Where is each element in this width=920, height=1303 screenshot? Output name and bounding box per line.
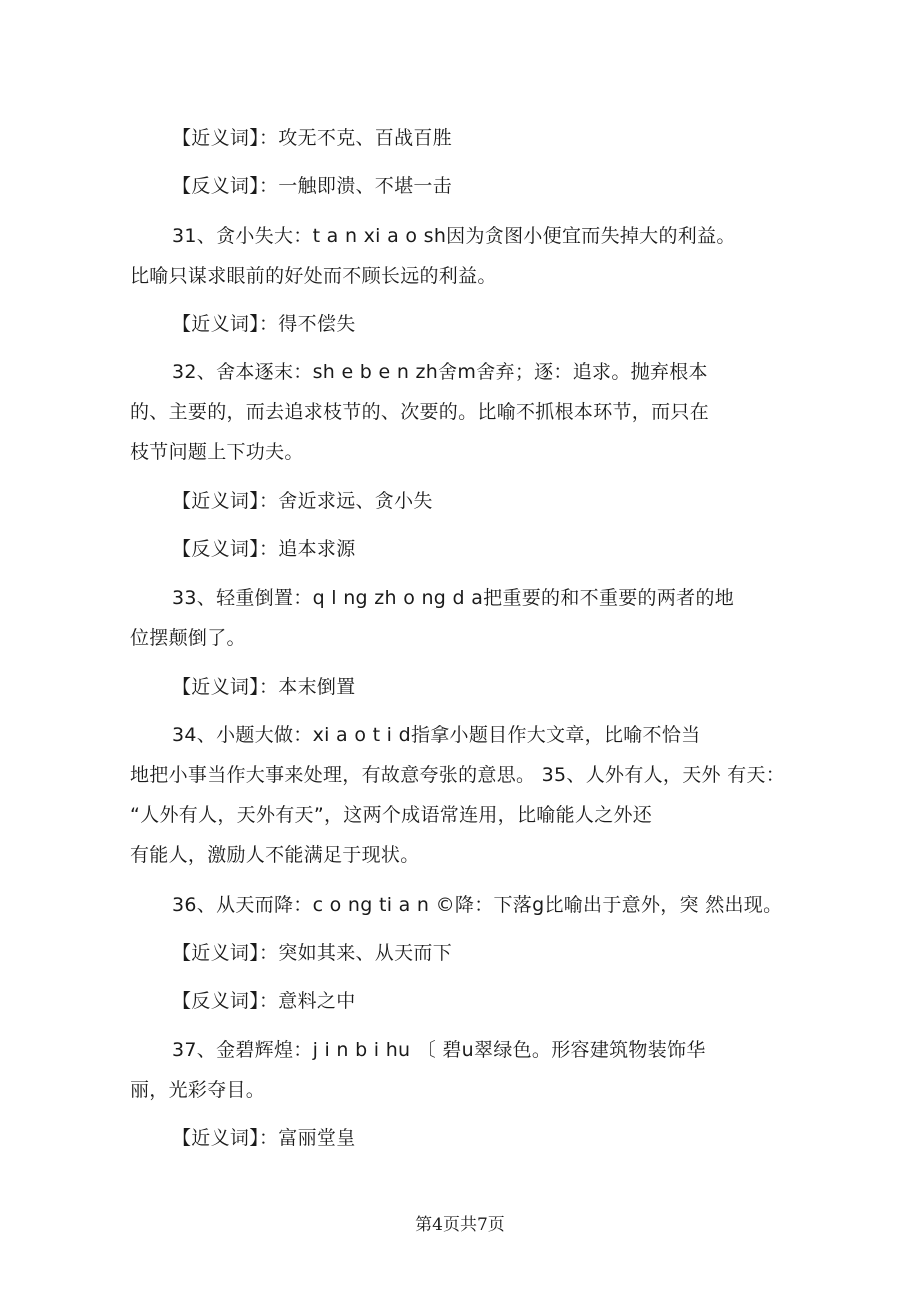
text-line: 【近义词】：攻无不克、百战百胜 bbox=[172, 127, 453, 149]
text-line: 【反义词】：意料之中 bbox=[172, 990, 356, 1012]
text-line: 32、舍本逐末：sh e b e n zh舍m舍弃；逐：追求。抛弃根本 bbox=[172, 361, 708, 383]
text-line: 37、金碧辉煌：j i n b i hu 〔 碧u翠绿色。形容建筑物装饰华 bbox=[172, 1039, 706, 1061]
text-line: 位摆颠倒了。 bbox=[130, 627, 246, 649]
text-line: 比喻只谋求眼前的好处而不顾长远的利益。 bbox=[130, 265, 497, 287]
text-line: 丽，光彩夺目。 bbox=[130, 1079, 266, 1101]
text-line: 31、贪小失大：t a n xi a o sh因为贪图小便宜而失掉大的利益。 bbox=[172, 225, 736, 247]
text-line: 【反义词】：追本求源 bbox=[172, 538, 356, 560]
text-line: 【近义词】：突如其来、从天而下 bbox=[172, 942, 453, 964]
text-line: 【近义词】：富丽堂皇 bbox=[172, 1127, 356, 1149]
text-line: 34、小题大做：xi a o t i d指拿小题目作大文章，比喻不恰当 bbox=[172, 724, 701, 746]
text-line: 有能人，激励人不能满足于现状。 bbox=[130, 844, 420, 866]
text-line: 的、主要的，而去追求枝节的、次要的。比喻不抓根本环节，而只在 bbox=[130, 401, 710, 423]
page-number: 第4页共7页 bbox=[415, 1215, 505, 1235]
text-line: 36、从天而降：c o ng ti a n ©降：下落g比喻出于意外，突 然出现。 bbox=[172, 894, 783, 916]
text-line: 【近义词】：得不偿失 bbox=[172, 313, 356, 335]
text-line: 枝节问题上下功夫。 bbox=[130, 441, 304, 463]
text-line: “人外有人，天外有天”，这两个成语常连用，比喻能人之外还 bbox=[130, 804, 653, 826]
text-line: 地把小事当作大事来处理，有故意夸张的意思。 35、人外有人，天外 有天： bbox=[130, 764, 786, 786]
text-line: 【近义词】：本末倒置 bbox=[172, 676, 356, 698]
text-line: 【近义词】：舍近求远、贪小失 bbox=[172, 490, 433, 512]
text-line: 33、轻重倒置：q l ng zh o ng d a把重要的和不重要的两者的地 bbox=[172, 587, 735, 609]
text-line: 【反义词】：一触即溃、不堪一击 bbox=[172, 175, 453, 197]
